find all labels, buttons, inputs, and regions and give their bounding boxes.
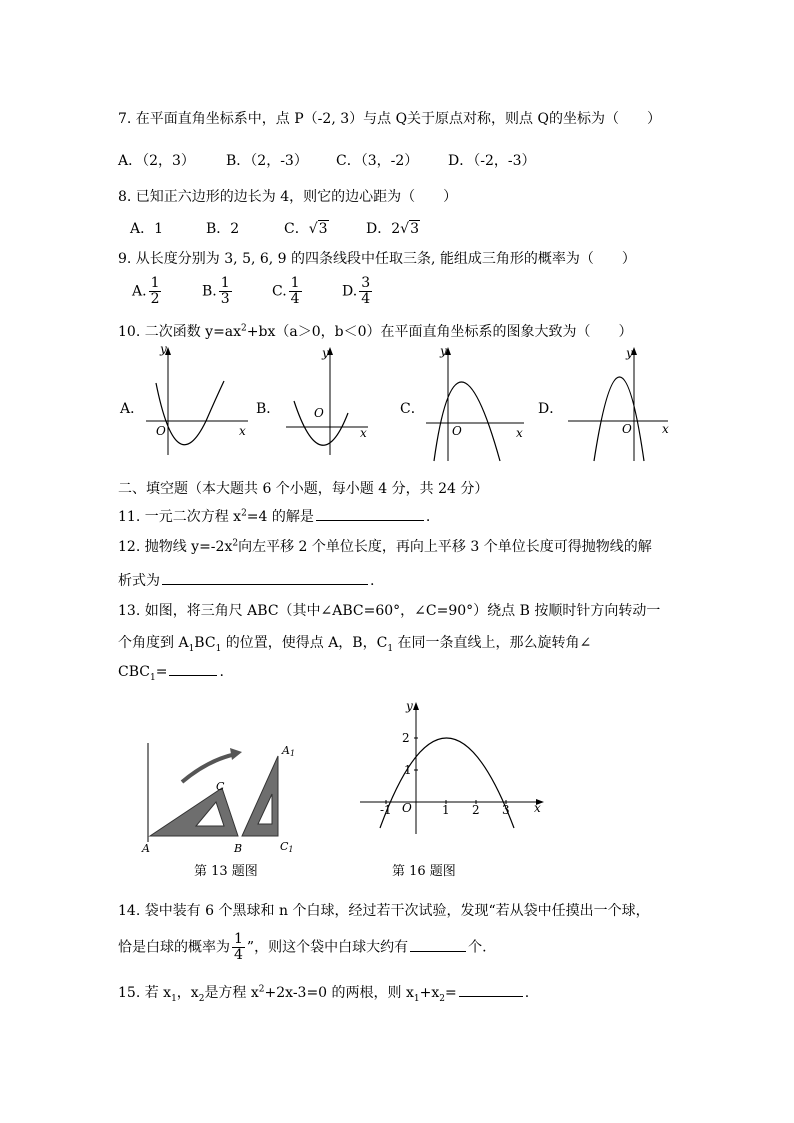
option-b: B．（2，-3）	[226, 153, 308, 169]
question-13-cont: 个角度到 $A_1BC_1$ 的位置，使得点 A，B，$C_1$ 在同一条直线上，那么旋转角∠	[118, 635, 592, 654]
svg-text:A1: A1	[282, 744, 296, 758]
option-d: D．（-2，-3）	[448, 153, 536, 169]
svg-text:O: O	[622, 422, 632, 436]
answer-blank[interactable]	[169, 674, 217, 676]
option-b: B. $\frac{1}{3}$	[202, 275, 230, 307]
question-8-options	[130, 218, 420, 238]
svg-text:C1: C1	[280, 840, 294, 854]
graph-a	[146, 343, 248, 455]
option-d: D. $\frac{3}{4}$	[342, 275, 371, 307]
svg-text:x: x	[662, 422, 669, 436]
answer-blank[interactable]	[459, 995, 523, 997]
svg-text:y: y	[160, 343, 167, 356]
option-b: B．2	[206, 221, 240, 237]
section-heading: 二、填空题（本大题共 6 个小题，每小题 4 分，共 24 分）	[118, 481, 489, 497]
figure-16-caption: 第 16 题图	[392, 864, 456, 879]
graph-b-label: B．	[256, 401, 281, 417]
svg-text:O: O	[156, 424, 166, 438]
question-10: 10. 二次函数 $y=ax^2+bx(a>0$，b＜0）在平面直角坐标系的图象大致为（ ）	[118, 323, 633, 340]
graph-c	[426, 344, 524, 461]
graph-d-label: D．	[538, 401, 564, 417]
question-10-graphs	[116, 343, 676, 465]
answer-blank[interactable]	[162, 583, 368, 585]
svg-text:C: C	[216, 780, 225, 793]
question-13: 13. 如图，将三角尺 ABC（其中∠ABC=60°，∠C=90°）绕点 B 按顺时针方向转动一	[118, 603, 661, 619]
question-11: 11. 一元二次方程 $x^2=4$ 的解是 .	[118, 508, 431, 525]
question-9-options	[132, 276, 374, 307]
svg-text:O: O	[452, 424, 462, 438]
question-13-end: $CBC_1=$ .	[118, 664, 224, 683]
graph-d	[568, 346, 669, 461]
option-c: C. $\frac{1}{4}$	[272, 275, 300, 307]
figure-13-caption: 第 13 题图	[194, 864, 258, 879]
question-14: 14. 袋中装有 6 个黑球和 n 个白球，经过若干次试验，发现“若从袋中任摸出一个球，	[118, 903, 650, 919]
graph-c-label: C．	[400, 401, 425, 417]
question-12-cont: 析式为 .	[118, 573, 375, 589]
question-7: 7. 在平面直角坐标系中，点 P（-2, 3）与点 Q关于原点对称，则点 Q的坐标为（ ）	[118, 111, 661, 127]
option-c: C．（3，-2）	[336, 153, 419, 169]
question-14-cont: 恰是白球的概率为 $\frac{1}{4}$ ”，则这个袋中白球大约有 个.	[118, 931, 487, 963]
figure-16	[356, 698, 546, 838]
graph-a-label: A．	[120, 401, 145, 417]
svg-text:x: x	[534, 801, 541, 815]
option-a: A. $\frac{1}{2}$	[132, 275, 160, 307]
question-7-options	[118, 150, 536, 170]
svg-text:O: O	[402, 801, 412, 815]
svg-text:y: y	[406, 699, 413, 713]
svg-text:y: y	[322, 346, 329, 360]
svg-text:1: 1	[404, 763, 412, 777]
question-9: 9. 从长度分别为 3, 5, 6, 9 的四条线段中任取三条, 能组成三角形的概率为（ ）	[118, 251, 636, 267]
svg-text:B: B	[234, 842, 243, 855]
svg-text:x: x	[360, 426, 367, 440]
svg-text:A: A	[142, 842, 150, 855]
graph-b	[286, 346, 368, 455]
question-12: 12. 抛物线 $y=-2x^2$向左平移 2 个单位长度，再向上平移 3 个单位长度可得抛物线的解	[118, 538, 652, 555]
option-a: A．（2，3）	[118, 153, 195, 169]
svg-text:2: 2	[472, 803, 480, 817]
answer-blank[interactable]	[316, 519, 424, 521]
svg-text:1: 1	[442, 803, 450, 817]
svg-text:-1: -1	[380, 803, 392, 817]
question-8: 8. 已知正六边形的边长为 4，则它的边心距为（ ）	[118, 189, 458, 205]
svg-text:y: y	[440, 344, 447, 358]
svg-text:y: y	[626, 346, 633, 360]
svg-text:x: x	[516, 426, 523, 440]
svg-text:x: x	[239, 424, 246, 438]
figure-13	[138, 738, 308, 858]
option-d: D．2√3	[366, 221, 419, 237]
question-15: 15. 若 $x_1$，$x_2$是方程 $x^2+2x-3=0$ 的两根，则 $x_1+x_2=$ .	[118, 984, 530, 1004]
answer-blank[interactable]	[410, 950, 466, 952]
svg-text:O: O	[314, 406, 324, 420]
option-c: C．√3	[284, 221, 328, 237]
option-a: A．1	[130, 221, 164, 237]
svg-text:3: 3	[502, 803, 510, 817]
svg-text:2: 2	[402, 731, 410, 745]
